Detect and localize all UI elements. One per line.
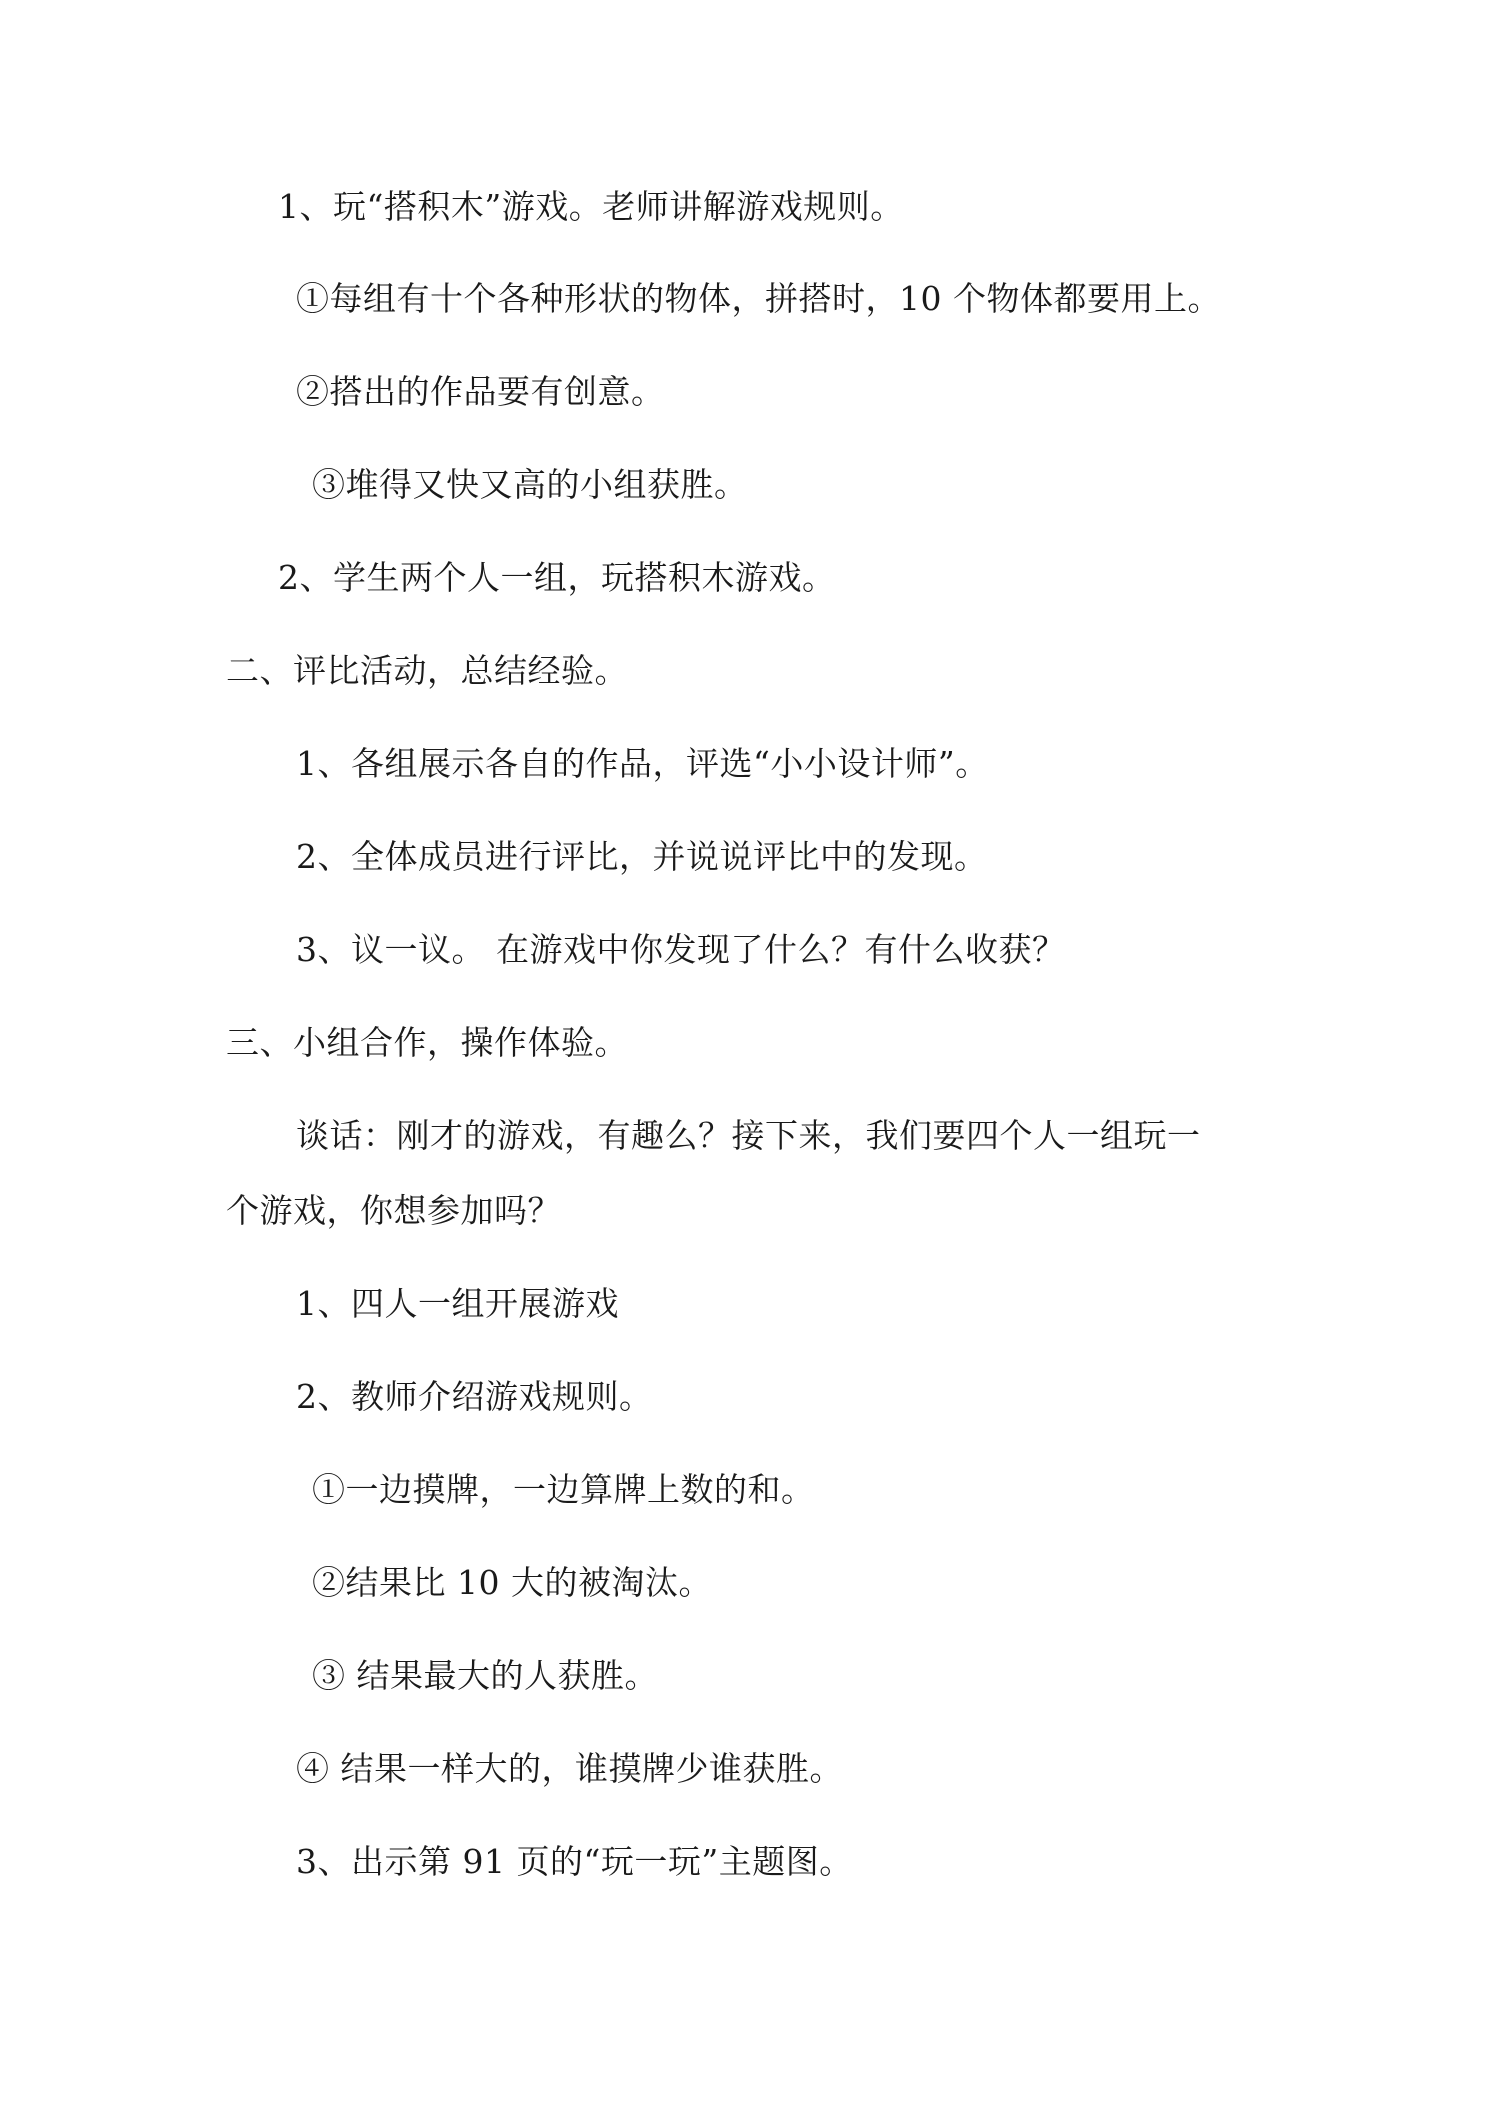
section-3-item-3: 3、出示第 91 页的“玩一玩”主题图。: [296, 1842, 853, 1881]
section-3-item-2: 2、教师介绍游戏规则。: [296, 1377, 653, 1416]
section-2-item-3: 3、议一议。 在游戏中你发现了什么？有什么收获？: [296, 930, 1066, 969]
rule-intro-line: 1、玩“搭积木”游戏。老师讲解游戏规则。: [278, 187, 904, 226]
rule-1-line: ①每组有十个各种形状的物体，拼搭时，10 个物体都要用上。: [296, 279, 1221, 318]
game-rule-1: ①一边摸牌，一边算牌上数的和。: [312, 1470, 815, 1509]
game-rule-4: ④ 结果一样大的，谁摸牌少谁获胜。: [296, 1749, 843, 1788]
section-2-item-1: 1、各组展示各自的作品，评选“小小设计师”。: [296, 744, 989, 783]
game-rule-2: ②结果比 10 大的被淘汰。: [312, 1563, 712, 1602]
game-rule-3: ③ 结果最大的人获胜。: [312, 1656, 658, 1695]
rule-2-line: ②搭出的作品要有创意。: [296, 372, 665, 411]
section-3-heading: 三、小组合作，操作体验。: [226, 1023, 628, 1062]
rule-3-line: ③堆得又快又高的小组获胜。: [312, 465, 748, 504]
talk-paragraph-line-2: 个游戏，你想参加吗？: [226, 1191, 561, 1230]
section-3-item-1: 1、四人一组开展游戏: [296, 1284, 619, 1323]
step-2-line: 2、学生两个人一组，玩搭积木游戏。: [278, 558, 836, 597]
talk-paragraph-line-1: 谈话：刚才的游戏，有趣么？接下来，我们要四个人一组玩一: [296, 1116, 1201, 1155]
section-2-item-2: 2、全体成员进行评比，并说说评比中的发现。: [296, 837, 988, 876]
section-2-heading: 二、评比活动，总结经验。: [226, 651, 628, 690]
